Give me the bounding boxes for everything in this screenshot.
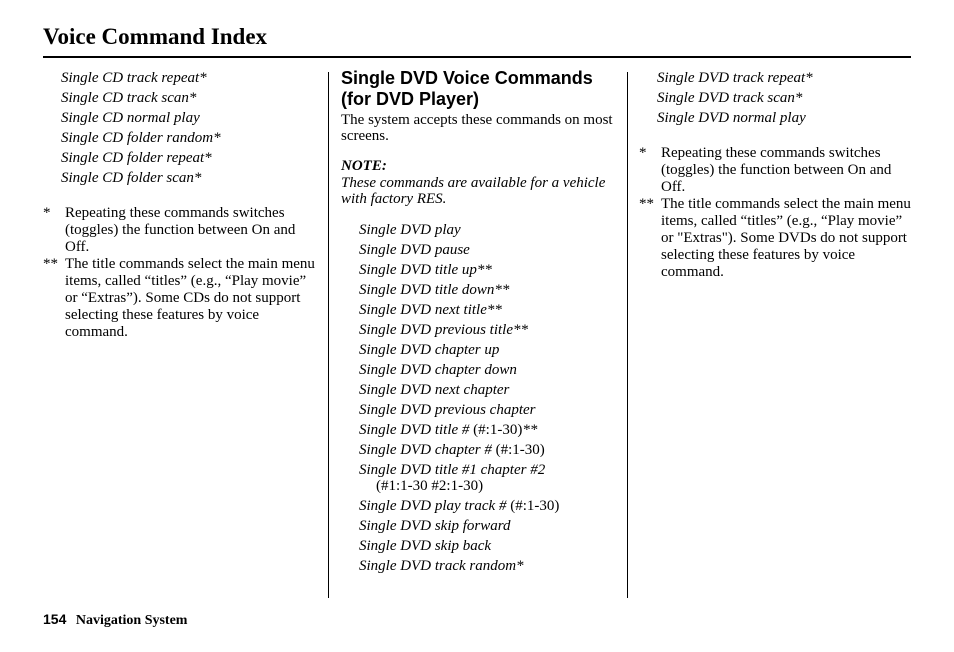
intro-paragraph: The system accepts these commands on most screens. (341, 112, 613, 144)
note-label: NOTE: (341, 158, 387, 174)
command-item: Single DVD next title** (359, 302, 502, 318)
footnote-mark: ** (639, 196, 654, 212)
command-item: Single CD folder repeat* (61, 150, 212, 166)
footnote-text: The title commands select the main menu items, called “titles” (e.g., “Play movie” or “Extras”). Some CDs do not support selecting these features by voice command. (65, 256, 315, 340)
command-item: Single CD normal play (61, 110, 200, 126)
footer-section: Navigation System (75, 613, 188, 628)
footnotes (639, 145, 914, 281)
command-item: Single DVD next chapter (359, 382, 510, 398)
command-range: (#1:1-30 #2:1-30) (376, 478, 484, 494)
command-item (341, 440, 621, 460)
footnote-text: The title commands select the main menu items, called “titles” (e.g., “Play movie” or "Extras"). Some DVDs do not support selecting these features by voice command. (661, 196, 911, 280)
page-footer (43, 611, 187, 629)
command-item: Single CD track repeat* (61, 70, 207, 86)
page-title: Voice Command Index (43, 24, 268, 49)
command-range: (#:1-30) (491, 442, 545, 458)
cd-command-list (43, 68, 318, 188)
section-heading: Single DVD Voice Commands (for DVD Player) (341, 68, 593, 109)
command-text: Single DVD chapter # (359, 442, 492, 458)
command-text: Single DVD title #1 chapter #2 (359, 462, 546, 478)
command-item (341, 460, 621, 496)
command-item: Single DVD normal play (657, 110, 806, 126)
command-item: Single DVD skip back (359, 538, 492, 554)
footnote (43, 256, 318, 341)
command-item (341, 420, 621, 440)
command-item: Single CD track scan* (61, 90, 197, 106)
title-divider (43, 56, 911, 58)
command-text: Single DVD title # (359, 422, 470, 438)
right-column (639, 68, 914, 281)
command-item: Single DVD title up** (359, 262, 492, 278)
command-item: Single DVD chapter down (359, 362, 517, 378)
footnote-mark: * (43, 205, 51, 221)
command-item: Single DVD pause (359, 242, 470, 258)
column-divider (328, 72, 329, 598)
dvd-command-list-continued (639, 68, 914, 128)
page-number: 154 (43, 611, 67, 627)
command-item: Single CD folder random* (61, 130, 221, 146)
footnote (43, 205, 318, 256)
command-item: Single DVD title down** (359, 282, 510, 298)
footnote-mark: * (639, 145, 647, 161)
column-divider (627, 72, 628, 598)
left-column (43, 68, 318, 341)
footnote (639, 145, 914, 196)
command-item: Single DVD track scan* (657, 90, 803, 106)
footnote-text: Repeating these commands switches (toggles) the function between On and Off. (65, 205, 296, 255)
command-item: Single DVD play (359, 222, 461, 238)
footnote-text: Repeating these commands switches (toggles) the function between On and Off. (661, 145, 892, 195)
command-item (341, 496, 621, 516)
command-item: Single DVD track repeat* (657, 70, 813, 86)
command-item: Single CD folder scan* (61, 170, 202, 186)
command-item: Single DVD previous title** (359, 322, 528, 338)
command-range: (#:1-30) (506, 498, 560, 514)
footnote-mark: ** (43, 256, 58, 272)
command-text: Single DVD play track # (359, 498, 507, 514)
command-item: Single DVD skip forward (359, 518, 511, 534)
middle-column (341, 68, 621, 576)
footnotes (43, 205, 318, 341)
command-item: Single DVD previous chapter (359, 402, 536, 418)
command-range: (#:1-30) (469, 422, 523, 438)
command-item: Single DVD chapter up (359, 342, 500, 358)
dvd-command-list (341, 220, 621, 576)
note-text: These commands are available for a vehicle with factory RES. (341, 175, 606, 207)
command-suffix: ** (522, 422, 538, 438)
footnote (639, 196, 914, 281)
command-item: Single DVD track random* (359, 558, 524, 574)
